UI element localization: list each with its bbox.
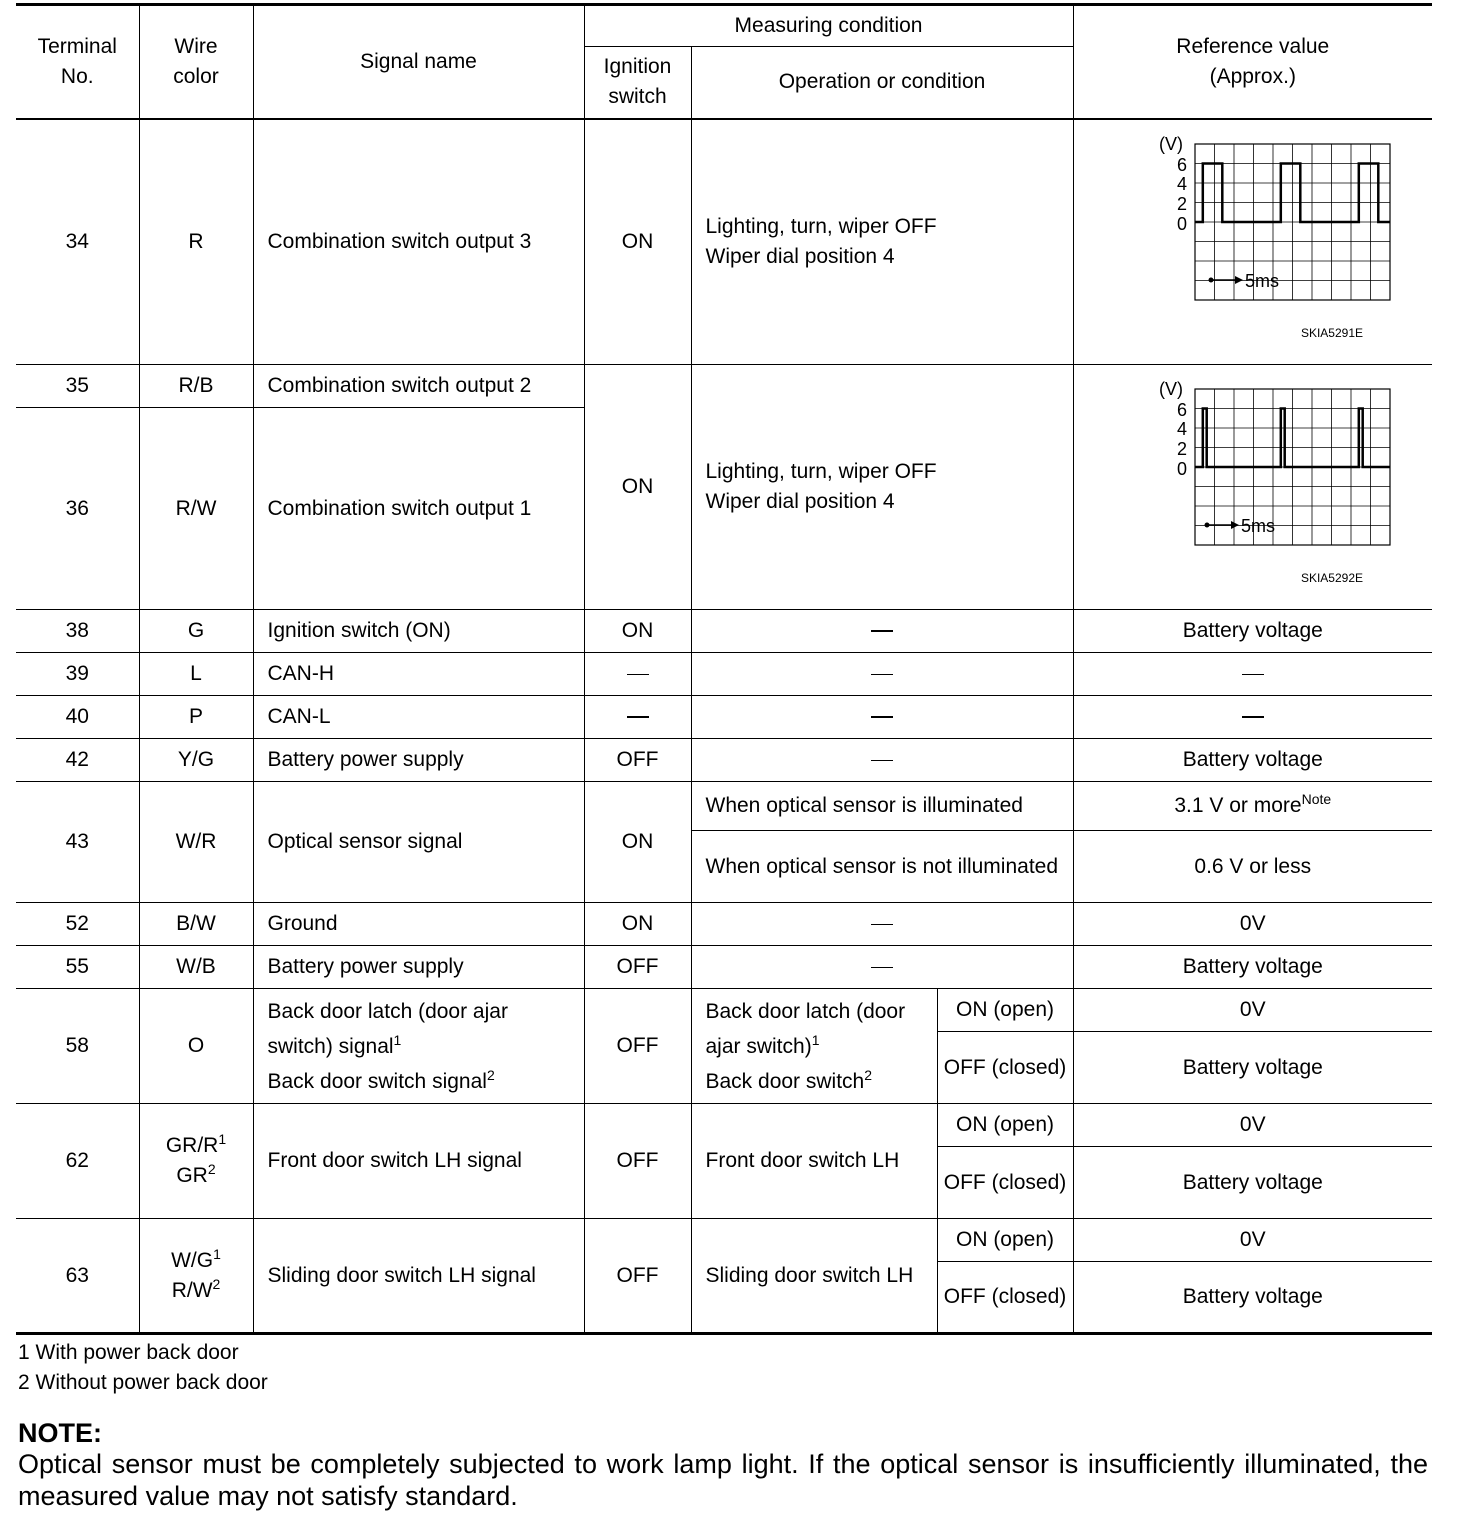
waveform-y-tick: 6 <box>1176 400 1187 420</box>
terminal-cell: 43 <box>16 782 139 903</box>
reference-waveform-cell <box>1073 365 1432 610</box>
wire-cell <box>139 1104 253 1219</box>
wire-cell <box>139 1219 253 1334</box>
waveform-unit-label: (V) <box>1158 133 1183 154</box>
terminal-cell: 39 <box>16 653 139 696</box>
signal-text: Back door switch signal <box>267 1069 487 1093</box>
terminal-cell: 55 <box>16 946 139 989</box>
waveform-figure-code: SKIA5291E <box>1300 325 1363 340</box>
operation-cell <box>691 946 1073 989</box>
waveform-chart-skia5291e <box>1103 132 1403 352</box>
signal-cell: Ignition switch (ON) <box>253 610 584 653</box>
notes-section <box>18 1338 1428 1512</box>
ignition-cell: ON <box>584 903 691 946</box>
table-row <box>16 653 1432 696</box>
waveform-y-tick: 6 <box>1176 154 1187 175</box>
reference-cell <box>1073 696 1432 739</box>
table-row <box>16 696 1432 739</box>
waveform-chart-skia5292e <box>1103 377 1403 597</box>
wire-cell: L <box>139 653 253 696</box>
signal-cell: Combination switch output 1 <box>253 408 584 610</box>
switch-state-cell: ON (open) <box>937 989 1073 1032</box>
ignition-cell: OFF <box>584 1219 691 1334</box>
ignition-cell: OFF <box>584 946 691 989</box>
switch-state-cell: OFF (closed) <box>937 1147 1073 1219</box>
terminal-cell: 62 <box>16 1104 139 1219</box>
signal-cell: Optical sensor signal <box>253 782 584 903</box>
reference-cell: Battery voltage <box>1073 1032 1432 1104</box>
footnote-ref: 2 <box>486 1066 495 1083</box>
signal-cell: Sliding door switch LH signal <box>253 1219 584 1334</box>
table-row <box>16 989 1432 1032</box>
operation-line: Wiper dial position 4 <box>705 244 895 268</box>
em-dash-mark <box>627 716 649 718</box>
reference-value: 3.1 V or more <box>1174 794 1302 817</box>
reference-cell: 0.6 V or less <box>1073 831 1432 903</box>
reference-cell: Battery voltage <box>1073 739 1432 782</box>
footnote-ref: 2 <box>207 1161 216 1177</box>
footnote-ref: 1 <box>811 1031 820 1048</box>
operation-text: Back door latch (door ajar switch) <box>705 999 906 1058</box>
table-row <box>16 1219 1432 1262</box>
signal-cell: Battery power supply <box>253 946 584 989</box>
waveform-time-label: 5ms <box>1244 270 1279 291</box>
footnote-2: 2 Without power back door <box>18 1371 268 1394</box>
terminal-cell: 38 <box>16 610 139 653</box>
operation-cell <box>691 365 1073 610</box>
operation-cell <box>691 739 1073 782</box>
footnote-ref: 2 <box>864 1066 873 1083</box>
wire-cell: G <box>139 610 253 653</box>
wire-cell: R/B <box>139 365 253 408</box>
operation-text: Back door switch <box>705 1069 865 1093</box>
ignition-cell: OFF <box>584 739 691 782</box>
footnote-ref: 1 <box>393 1031 402 1048</box>
header-measuring-condition: Measuring condition <box>584 5 1073 47</box>
table-row <box>16 610 1432 653</box>
reference-cell: Battery voltage <box>1073 1262 1432 1334</box>
switch-state-cell: ON (open) <box>937 1104 1073 1147</box>
signal-cell: CAN-L <box>253 696 584 739</box>
wire-cell: W/B <box>139 946 253 989</box>
ignition-cell: ON <box>584 610 691 653</box>
waveform-y-tick: 2 <box>1176 193 1187 214</box>
waveform-y-tick: 0 <box>1176 459 1187 479</box>
ignition-cell: OFF <box>584 989 691 1104</box>
switch-state-cell: OFF (closed) <box>937 1262 1073 1334</box>
ignition-cell: ON <box>584 365 691 610</box>
header-signal-name: Signal name <box>253 5 584 119</box>
reference-cell: 0V <box>1073 903 1432 946</box>
operation-cell <box>691 696 1073 739</box>
wire-cell: W/R <box>139 782 253 903</box>
reference-cell: Battery voltage <box>1073 1147 1432 1219</box>
signal-cell: Combination switch output 2 <box>253 365 584 408</box>
ignition-cell: OFF <box>584 1104 691 1219</box>
waveform-y-tick: 4 <box>1176 173 1187 194</box>
signal-cell: CAN-H <box>253 653 584 696</box>
footnote-1: 1 With power back door <box>18 1341 239 1364</box>
em-dash-mark <box>1242 674 1264 675</box>
footnote-ref: 1 <box>213 1245 221 1262</box>
reference-cell: 0V <box>1073 1104 1432 1147</box>
reference-waveform-cell <box>1073 119 1432 365</box>
header-ignition-switch: Ignition switch <box>584 47 691 119</box>
reference-cell: Battery voltage <box>1073 610 1432 653</box>
operation-cell: Front door switch LH <box>691 1104 937 1219</box>
operation-cell: When optical sensor is illuminated <box>691 782 1073 831</box>
wire-cell: Y/G <box>139 739 253 782</box>
ignition-cell <box>584 696 691 739</box>
signal-cell: Ground <box>253 903 584 946</box>
reference-cell: 0V <box>1073 989 1432 1032</box>
operation-line: Wiper dial position 4 <box>705 490 895 513</box>
note-superscript: Note <box>1301 791 1332 807</box>
signal-cell: Front door switch LH signal <box>253 1104 584 1219</box>
table-row <box>16 739 1432 782</box>
reference-cell <box>1073 782 1432 831</box>
signal-cell: Battery power supply <box>253 739 584 782</box>
table-row <box>16 365 1432 408</box>
operation-line: Lighting, turn, wiper OFF <box>705 460 937 483</box>
header-operation-condition: Operation or condition <box>691 47 1073 119</box>
wire-cell: B/W <box>139 903 253 946</box>
operation-cell: When optical sensor is not illuminated <box>691 831 1073 903</box>
terminal-cell: 34 <box>16 119 139 365</box>
terminal-cell: 36 <box>16 408 139 610</box>
wire-cell: P <box>139 696 253 739</box>
waveform-y-tick: 0 <box>1176 213 1187 234</box>
note-title: NOTE: <box>18 1418 102 1448</box>
reference-cell: Battery voltage <box>1073 946 1432 989</box>
waveform-y-tick: 4 <box>1176 419 1187 439</box>
em-dash-mark <box>871 630 893 632</box>
terminal-cell: 35 <box>16 365 139 408</box>
waveform-time-label: 5ms <box>1240 516 1275 536</box>
ignition-cell: ON <box>584 119 691 365</box>
table-row <box>16 119 1432 365</box>
header-terminal-no: Terminal No. <box>16 5 139 119</box>
em-dash-mark <box>871 924 893 925</box>
reference-cell: 0V <box>1073 1219 1432 1262</box>
waveform-y-tick: 2 <box>1176 439 1187 459</box>
terminal-cell: 58 <box>16 989 139 1104</box>
signal-cell: Combination switch output 3 <box>253 119 584 365</box>
waveform-time-scale <box>1204 516 1275 536</box>
em-dash-mark <box>871 716 893 718</box>
operation-cell: Sliding door switch LH <box>691 1219 937 1334</box>
reference-cell <box>1073 653 1432 696</box>
waveform-time-scale <box>1208 271 1279 291</box>
table-row <box>16 782 1432 831</box>
wire-text: GR <box>176 1164 208 1187</box>
operation-line: Lighting, turn, wiper OFF <box>705 214 937 238</box>
wire-text: R/W <box>171 1278 213 1302</box>
wire-cell: R <box>139 119 253 365</box>
ignition-cell: ON <box>584 782 691 903</box>
wire-text: GR/R <box>165 1134 219 1157</box>
operation-cell <box>691 653 1073 696</box>
switch-state-cell: ON (open) <box>937 1219 1073 1262</box>
table-row <box>16 1104 1432 1147</box>
footnote-ref: 2 <box>212 1275 221 1292</box>
operation-cell <box>691 610 1073 653</box>
switch-state-cell: OFF (closed) <box>937 1032 1073 1104</box>
em-dash-mark <box>1242 716 1264 718</box>
operation-cell <box>691 903 1073 946</box>
terminal-cell: 40 <box>16 696 139 739</box>
operation-cell <box>691 119 1073 365</box>
operation-cell <box>691 989 937 1104</box>
header-wire-color: Wire color <box>139 5 253 119</box>
table-row <box>16 903 1432 946</box>
terminal-cell: 52 <box>16 903 139 946</box>
signal-cell <box>253 989 584 1104</box>
wire-cell: O <box>139 989 253 1104</box>
terminal-cell: 42 <box>16 739 139 782</box>
signal-text: Back door latch (door ajar switch) signal <box>267 999 508 1058</box>
em-dash-mark <box>871 760 893 761</box>
em-dash-mark <box>627 674 649 675</box>
waveform-figure-code: SKIA5292E <box>1300 571 1363 585</box>
terminal-cell: 63 <box>16 1219 139 1334</box>
em-dash-mark <box>871 674 893 675</box>
table-row <box>16 946 1432 989</box>
wire-cell: R/W <box>139 408 253 610</box>
wire-text: W/G <box>171 1248 214 1272</box>
footnote-ref: 1 <box>218 1131 227 1147</box>
em-dash-mark <box>871 967 893 968</box>
ignition-cell <box>584 653 691 696</box>
waveform-unit-label: (V) <box>1158 379 1183 399</box>
header-reference-value: Reference value (Approx.) <box>1073 5 1432 119</box>
note-text: Optical sensor must be completely subjected to work lamp light. If the optical sensor is insufficiently illuminated, the measured value may not satisfy standard. <box>18 1449 1428 1511</box>
terminal-reference-table <box>16 3 1432 1335</box>
